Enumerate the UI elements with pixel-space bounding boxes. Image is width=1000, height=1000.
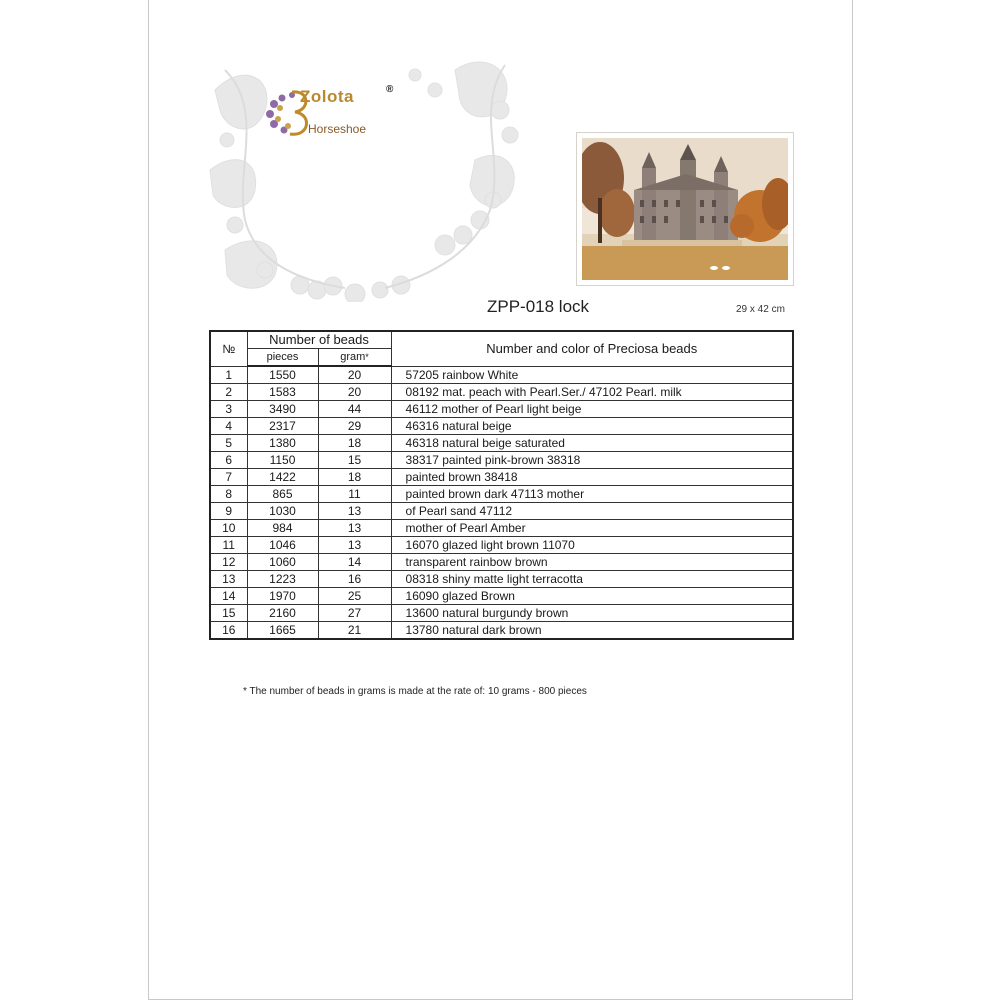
row-number: 1 (210, 366, 247, 384)
row-color: 08318 shiny matte light terracotta (391, 571, 793, 588)
table-row (210, 384, 793, 401)
row-color: 08192 mat. peach with Pearl.Ser./ 47102 Pearl. milk (391, 384, 793, 401)
header-beads-group: Number of beads (247, 331, 391, 349)
brand-subtitle: Horseshoe (308, 122, 367, 136)
table-row (210, 503, 793, 520)
row-gram: 25 (318, 588, 391, 605)
row-pieces: 1550 (247, 366, 318, 384)
row-color: mother of Pearl Amber (391, 520, 793, 537)
table-row (210, 520, 793, 537)
header-number: № (210, 331, 247, 366)
row-gram: 18 (318, 469, 391, 486)
row-color: 38317 painted pink-brown 38318 (391, 452, 793, 469)
table-row (210, 486, 793, 503)
row-number: 16 (210, 622, 247, 640)
row-pieces: 1030 (247, 503, 318, 520)
row-gram: 20 (318, 384, 391, 401)
registered-mark: ® (386, 84, 394, 95)
row-number: 7 (210, 469, 247, 486)
row-gram: 13 (318, 537, 391, 554)
row-pieces: 2160 (247, 605, 318, 622)
table-row (210, 401, 793, 418)
header-gram (318, 349, 391, 367)
row-number: 14 (210, 588, 247, 605)
row-color: 13600 natural burgundy brown (391, 605, 793, 622)
footnote: * The number of beads in grams is made at the rate of: 10 grams - 800 pieces (243, 686, 587, 697)
row-color: 16070 glazed light brown 11070 (391, 537, 793, 554)
row-number: 3 (210, 401, 247, 418)
row-gram: 11 (318, 486, 391, 503)
row-gram: 16 (318, 571, 391, 588)
table-row (210, 537, 793, 554)
table-row (210, 588, 793, 605)
product-size: 29 x 42 cm (736, 304, 785, 315)
row-pieces: 1223 (247, 571, 318, 588)
row-gram: 13 (318, 520, 391, 537)
table-row (210, 366, 793, 384)
row-color: of Pearl sand 47112 (391, 503, 793, 520)
row-color: painted brown dark 47113 mother (391, 486, 793, 503)
table-row (210, 452, 793, 469)
row-pieces: 1380 (247, 435, 318, 452)
row-gram: 15 (318, 452, 391, 469)
row-gram: 29 (318, 418, 391, 435)
header-gram-label: gram (340, 351, 366, 363)
table-row (210, 605, 793, 622)
row-pieces: 3490 (247, 401, 318, 418)
row-color: painted brown 38418 (391, 469, 793, 486)
table-row (210, 622, 793, 640)
row-number: 12 (210, 554, 247, 571)
row-pieces: 1665 (247, 622, 318, 640)
row-color: 46318 natural beige saturated (391, 435, 793, 452)
header-pieces: pieces (247, 349, 318, 367)
row-pieces: 1150 (247, 452, 318, 469)
row-color: transparent rainbow brown (391, 554, 793, 571)
row-pieces: 2317 (247, 418, 318, 435)
row-pieces: 1046 (247, 537, 318, 554)
row-number: 13 (210, 571, 247, 588)
row-color: 13780 natural dark brown (391, 622, 793, 640)
row-number: 4 (210, 418, 247, 435)
beads-table (209, 330, 794, 640)
header-gram-asterisk: * (365, 352, 369, 362)
row-number: 10 (210, 520, 247, 537)
row-pieces: 865 (247, 486, 318, 503)
row-gram: 27 (318, 605, 391, 622)
header-color: Number and color of Preciosa beads (391, 331, 793, 366)
product-title: ZPP-018 lock (487, 297, 590, 316)
castle-scene (582, 138, 788, 280)
beads-table-body (210, 366, 793, 639)
row-number: 6 (210, 452, 247, 469)
row-pieces: 1060 (247, 554, 318, 571)
product-preview-image (576, 132, 794, 286)
table-row (210, 418, 793, 435)
row-pieces: 1422 (247, 469, 318, 486)
table-row (210, 435, 793, 452)
row-number: 11 (210, 537, 247, 554)
brand-name: Zolota (300, 87, 354, 106)
table-row (210, 554, 793, 571)
row-pieces: 984 (247, 520, 318, 537)
row-number: 8 (210, 486, 247, 503)
row-pieces: 1583 (247, 384, 318, 401)
row-gram: 20 (318, 366, 391, 384)
row-gram: 18 (318, 435, 391, 452)
row-color: 57205 rainbow White (391, 366, 793, 384)
table-row (210, 469, 793, 486)
row-number: 15 (210, 605, 247, 622)
row-gram: 14 (318, 554, 391, 571)
row-number: 2 (210, 384, 247, 401)
table-row (210, 571, 793, 588)
row-gram: 21 (318, 622, 391, 640)
row-gram: 44 (318, 401, 391, 418)
row-color: 46316 natural beige (391, 418, 793, 435)
row-color: 46112 mother of Pearl light beige (391, 401, 793, 418)
row-pieces: 1970 (247, 588, 318, 605)
row-number: 9 (210, 503, 247, 520)
row-color: 16090 glazed Brown (391, 588, 793, 605)
row-gram: 13 (318, 503, 391, 520)
row-number: 5 (210, 435, 247, 452)
